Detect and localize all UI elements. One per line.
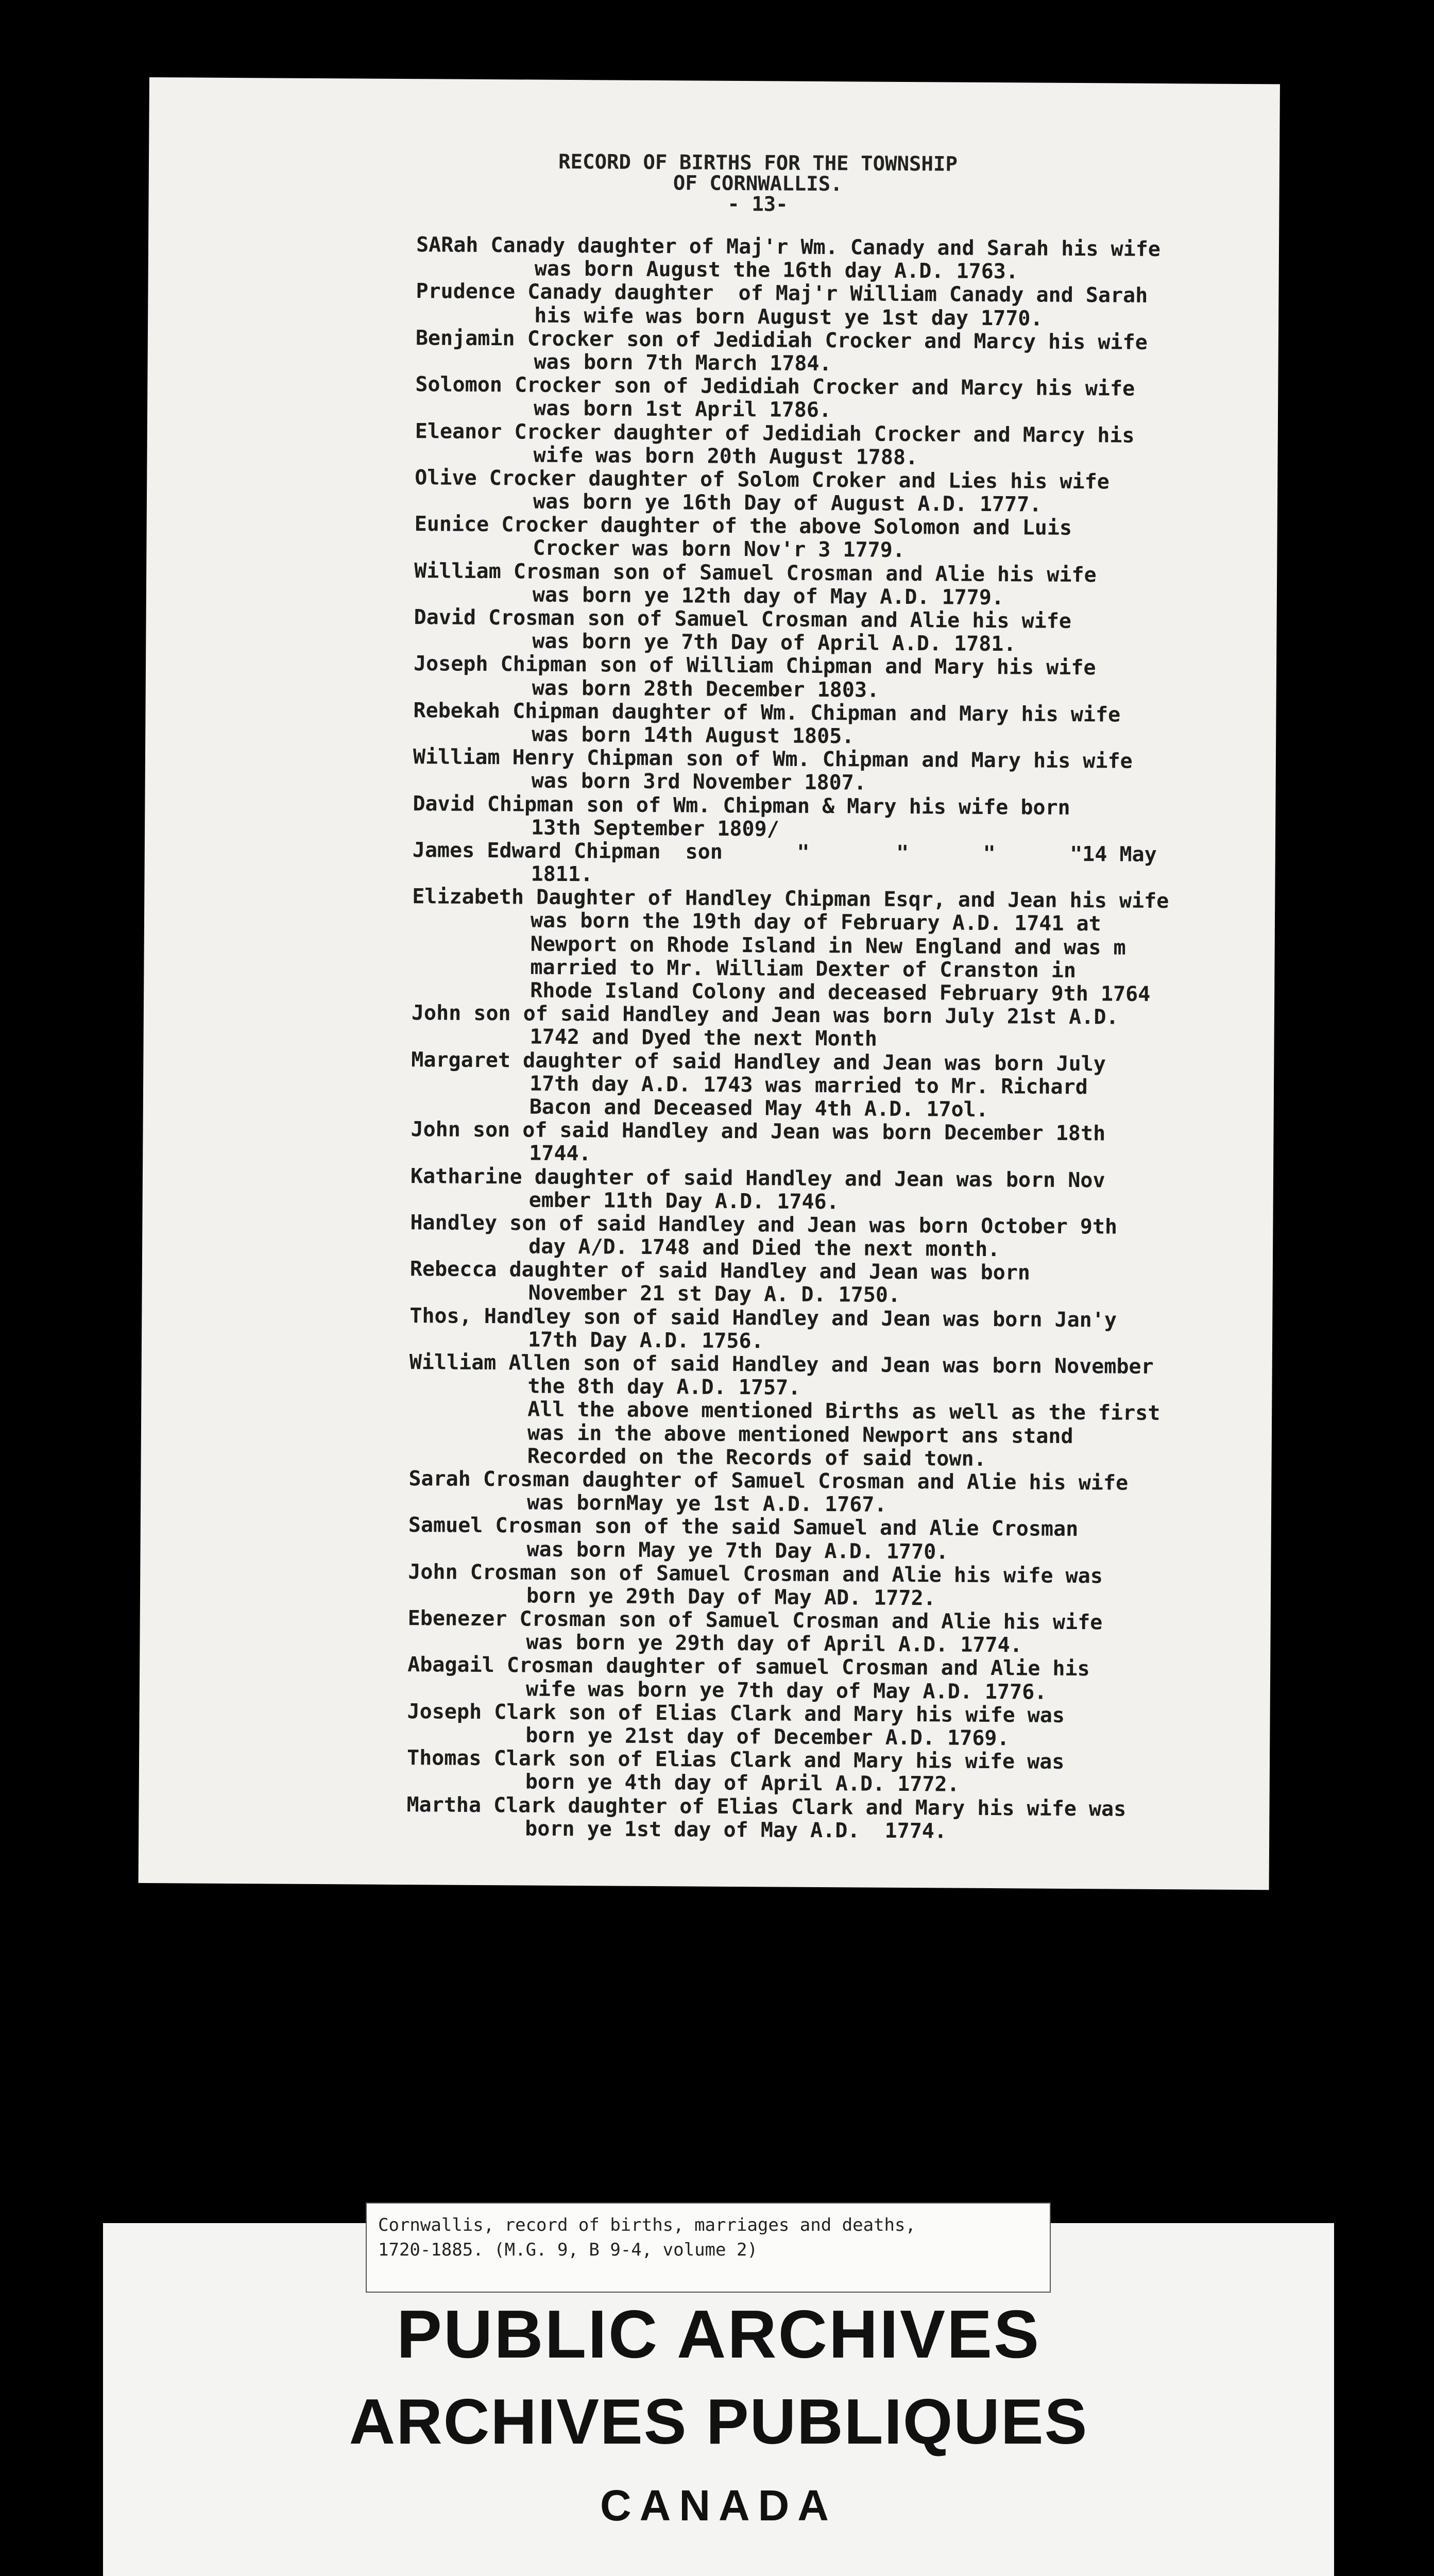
entry-line: born ye 21st day of December A.D. 1769. [525,1723,1010,1751]
entry-line: Solomon Crocker son of Jedidiah Crocker and Marcy his wife [415,372,1135,401]
entry-line: John Crosman son of Samuel Crosman and Alie his wife was [408,1560,1103,1588]
entry-line: November 21 st Day A. D. 1750. [528,1281,901,1308]
entry-line: John son of said Handley and Jean was born July 21st A.D. [411,1001,1119,1029]
entry-line: his wife was born August ye 1st day 1770. [534,303,1043,331]
entry-line: was born ye 12th day of May A.D. 1779. [532,583,1004,609]
entry-line: was born 1st April 1786. [533,396,832,422]
entry-line: Eunice Crocker daughter of the above Solomon and Luis [414,512,1072,540]
entry-line: was born the 19th day of February A.D. 1741 at [530,908,1101,936]
entry-line: Samuel Crosman son of the said Samuel and Alie Crosman [408,1513,1079,1541]
entry-line: Recorded on the Records of said town. [527,1444,986,1471]
entry-line: David Chipman son of Wm. Chipman & Mary his wife born [413,791,1070,820]
entry-line: was born ye 16th Day of August A.D. 1777. [533,489,1042,517]
entry-line: Rebecca daughter of said Handley and Jean was born [409,1257,1031,1285]
entry-line: Sarah Crosman daughter of Samuel Crosman and Alie his wife [408,1467,1129,1495]
entry-line: married to Mr. William Dexter of Cranston in [530,955,1077,982]
entry-line: Rebekah Chipman daughter of Wm. Chipman and Mary his wife [413,698,1121,727]
entry-line: the 8th day A.D. 1757. [527,1374,801,1400]
entry-line: Handley son of said Handley and Jean was born October 9th [410,1211,1118,1239]
entry-line: 17th day A.D. 1743 was married to Mr. Richard [529,1072,1088,1099]
collection-label-line-1: Cornwallis, record of births, marriages and deaths, [378,2215,916,2235]
entry-line: Newport on Rhode Island in New England and was m [530,932,1126,960]
entry-line: Martha Clark daughter of Elias Clark and Mary his wife was [406,1792,1126,1821]
entry-line: SARah Canady daughter of Maj'r Wm. Canady and Sarah his wife [416,233,1161,261]
entry-line: Margaret daughter of said Handley and Jean was born July [411,1047,1106,1076]
entry-line: Eleanor Crocker daughter of Jedidiah Crocker and Marcy his [415,419,1135,448]
entry-line: ember 11th Day A.D. 1746. [528,1188,839,1214]
entry-line: 1742 and Dyed the next Month [530,1025,878,1052]
entry-line: Prudence Canady daughter of Maj'r William Canady and Sarah [416,279,1148,308]
entry-line: was born ye 29th day of April A.D. 1774. [526,1630,1022,1657]
archives-publiques-title: ARCHIVES PUBLIQUES [349,2386,1088,2458]
entry-line: Thos, Handley son of said Handley and Jean was born Jan'y [409,1303,1117,1332]
entry-line: was in the above mentioned Newport ans stand [527,1421,1073,1448]
canada-title: CANADA [600,2481,837,2530]
page-number: - 13- [727,192,788,216]
entry-line: was born 14th August 1805. [532,722,855,749]
entry-line: Joseph Chipman son of William Chipman and Mary his wife [413,652,1096,680]
archive-card [103,2215,1334,2576]
entry-line: was born 7th March 1784. [534,350,832,376]
entry-line: was born 28th December 1803. [532,676,880,702]
record-title-line-1: RECORD OF BIRTHS FOR THE TOWNSHIP [558,150,958,176]
entry-line: Bacon and Deceased May 4th A.D. 17ol. [529,1095,988,1122]
entry-line: born ye 29th Day of May AD. 1772. [526,1584,936,1611]
entry-line: Abagail Crosman daughter of samuel Crosman and Alie his [407,1653,1090,1681]
entry-line: 1744. [529,1141,591,1166]
entry-line: Ebenezer Crosman son of Samuel Crosman and Alie his wife [407,1606,1103,1635]
entry-line: born ye 4th day of April A.D. 1772. [525,1770,960,1797]
entry-line: Katharine daughter of said Handley and Jean was born Nov [410,1164,1105,1192]
entry-line: born ye 1st day of May A.D. 1774. [525,1817,947,1843]
entry-line: Elizabeth Daughter of Handley Chipman Esqr, and Jean his wife [412,885,1169,913]
entry-line: was born 3rd November 1807. [531,769,867,795]
entry-line: Crocker was born Nov'r 3 1779. [533,536,906,563]
entry-line: wife was born ye 7th day of May A.D. 1776. [525,1677,1047,1704]
entry-line: Rhode Island Colony and deceased February 9th 1764 [530,978,1151,1006]
entry-line: was born ye 7th Day of April A.D. 1781. [532,629,1016,656]
entry-line: 1811. [531,862,593,887]
entry-line: Thomas Clark son of Elias Clark and Mary his wife was [406,1746,1065,1774]
entry-line: was born August the 16th day A.D. 1763. [534,257,1019,284]
collection-label-slip [366,2202,1051,2293]
entry-line: All the above mentioned Births as well as the first [527,1397,1160,1426]
entry-line: was bornMay ye 1st A.D. 1767. [526,1490,887,1517]
entry-line: 17th Day A.D. 1756. [527,1328,764,1353]
entry-line: Olive Crocker daughter of Solom Croker and Lies his wife [415,466,1109,494]
record-page [139,77,1280,1890]
entry-line: wife was born 20th August 1788. [533,443,918,469]
record-header [148,149,1279,218]
birth-entries [406,233,1261,1845]
entry-line: David Crosman son of Samuel Crosman and Alie his wife [414,605,1072,633]
entry-line: was born May ye 7th Day A.D. 1770. [526,1537,949,1564]
entry-line: day A/D. 1748 and Died the next month. [528,1234,1000,1262]
entry-line: William Crosman son of Samuel Crosman and Alie his wife [414,558,1097,587]
public-archives-title: PUBLIC ARCHIVES [396,2296,1041,2372]
entry-line: Benjamin Crocker son of Jedidiah Crocker and Marcy his wife [415,326,1148,354]
collection-label-line-2: 1720-1885. (M.G. 9, B 9-4, volume 2) [378,2240,758,2260]
entry-line: John son of said Handley and Jean was born December 18th [411,1117,1106,1146]
entry-line: Joseph Clark son of Elias Clark and Mary his wife was [407,1699,1065,1727]
entry-line: James Edward Chipman son " " " "14 May [412,838,1157,867]
record-title-line-2: OF CORNWALLIS. [673,172,843,196]
entry-line: William Allen son of said Handley and Jean was born November [409,1350,1154,1379]
entry-line: 13th September 1809/ [531,816,779,841]
entry-line: William Henry Chipman son of Wm. Chipman and Mary his wife [413,745,1133,773]
